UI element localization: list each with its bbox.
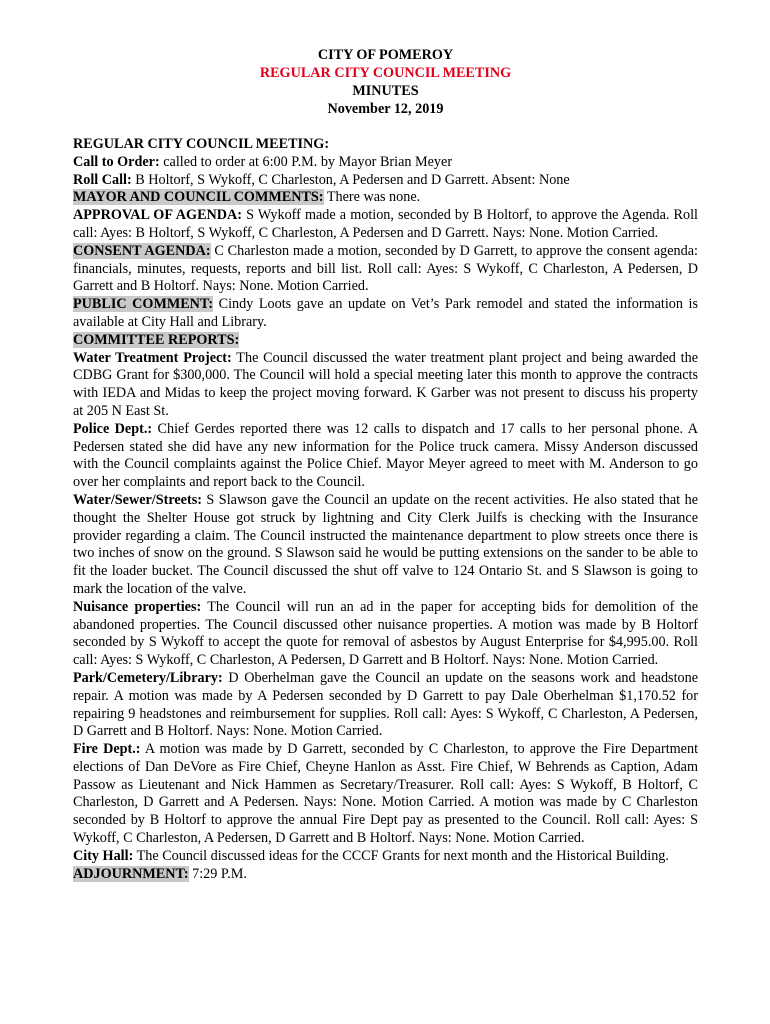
section-park-cemetery-library (73, 670, 698, 741)
section-label: MAYOR AND COUNCIL COMMENTS: (73, 189, 324, 206)
section-label: Water Treatment Project: (73, 349, 232, 366)
section-text: A motion was made by D Garrett, seconded by C Charleston, to approve the Fire Department elections of Dan DeVore as Fire Chief, Cheyne Hanlon as Asst. Fire Chief, W Behrends as Caption, Adam Passow as Lieutenant and Nick Hammen as Secretary/Treasurer. Roll call: Ayes: S Wykoff, B Holtorf, C Charleston, D Garrett and A Pedersen. Nays: None. Motion Carried. A motion was made by C Charleston seconded by B Holtorf to approve the annual Fire Dept pay as presented to the Council. Roll call: Ayes: S Wykoff, C Charleston, A Pedersen, D Garrett and B Holtorf. Nays: None. Motion Carried. (73, 741, 699, 847)
section-roll-call (73, 172, 698, 190)
section-adjournment (73, 866, 698, 884)
section-text: C Charleston made a motion, seconded by D Garrett, to approve the consent agenda: financials, minutes, requests, reports and bill list. Roll call: Ayes: S Wykoff, C Charleston, A Pedersen, D Garrett and B Holtorf. Nays: None. Motion Carried. (73, 242, 698, 295)
section-text: S Slawson gave the Council an update on the recent activities. He also stated that he thought the Shelter House got struck by lightning and City Clerk Juilfs is checking with the Insurance provider regarding a claim. The Council instructed the maintenance department to plow streets once there is two inches of snow on the ground. S Slawson said he would be putting extensions on the sander to be able to fit the loader bucket. The Council discussed the shut off valve to 124 Ontario St. and S Slawson is going to mark the location of the valve. (73, 491, 698, 597)
section-text: The Council discussed the water treatment plant project and being awarded the CDBG Grant for $300,000. The Council will hold a special meeting later this month to approve the contracts with IEDA and Midas to keep the project moving forward. K Garber was not present to discuss his property at 205 N East St. (73, 349, 698, 419)
section-text: There was none. (323, 189, 421, 206)
section-text: 7:29 P.M. (188, 865, 247, 882)
section-fire-dept (73, 741, 698, 848)
section-label: City Hall: (73, 847, 134, 864)
section-text: S Wykoff made a motion, seconded by B Holtorf, to approve the Agenda. Roll call: Ayes: B Holtorf, S Wykoff, C Charleston, A Pedersen and D Garrett. Nays: None. Motion Carried. (73, 207, 698, 241)
minutes-body (73, 136, 698, 883)
section-label: APPROVAL OF AGENDA: (73, 207, 243, 224)
section-text: D Oberhelman gave the Council an update on the seasons work and headstone repair. A motion was made by A Pedersen seconded by D Garrett to pay Dale Oberhelman $1,170.52 for repairing 9 headstones and reimbursement for supplies. Roll call: Ayes: S Wykoff, C Charleston, A Pedersen, D Garrett and B Holtorf. Nays: None. Motion Carried. (73, 669, 698, 740)
section-call-to-order (73, 154, 698, 172)
section-label: ADJOURNMENT: (73, 865, 189, 882)
section-nuisance-properties (73, 599, 698, 670)
section-label: Park/Cemetery/Library: (73, 669, 223, 686)
section-label: Police Dept.: (73, 420, 153, 437)
meeting-date: November 12, 2019 (327, 101, 444, 117)
section-label: Call to Order: (73, 153, 160, 170)
section-water-sewer-streets (73, 492, 698, 599)
section-committee-reports (73, 332, 698, 350)
section-public-comment (73, 296, 698, 332)
section-text: Chief Gerdes reported there was 12 calls to dispatch and 17 calls to her personal phone. A Pedersen stated she did have any new information for the Police truck camera. Missy Anderson discussed with the Council complaints against the Police Chief. Mayor Meyer agreed to meet with M. Anderson to go over her complaints and report back to the Council. (73, 420, 698, 491)
section-consent-agenda (73, 243, 698, 296)
document-type: MINUTES (352, 83, 419, 99)
section-text: Cindy Loots gave an update on Vet’s Park remodel and stated the information is available at City Hall and Library. (73, 296, 699, 330)
section-label: REGULAR CITY COUNCIL MEETING: (73, 136, 330, 152)
section-police-dept (73, 421, 698, 492)
section-text: The Council will run an ad in the paper for accepting bids for demolition of the abandoned properties. The Council discussed other nuisance properties. A motion was made by B Holtorf seconded by S Wykoff to accept the quote for removal of asbestos by August Enterprise for $4,995.00. Roll call: Ayes: S Wykoff, C Charleston, A Pedersen, D Garrett and B Holtorf. Nays: None. Motion Carried. (73, 598, 698, 669)
section-label: COMMITTEE REPORTS: (73, 331, 240, 348)
section-label: PUBLIC COMMENT: (73, 296, 214, 313)
city-name: CITY OF POMEROY (317, 47, 454, 63)
section-label: CONSENT AGENDA: (73, 242, 211, 259)
section-label: Water/Sewer/Streets: (73, 491, 202, 508)
section-label: Roll Call: (73, 171, 132, 188)
meeting-title: REGULAR CITY COUNCIL MEETING (259, 65, 512, 81)
section-label: Fire Dept.: (73, 741, 141, 758)
section-text: The Council discussed ideas for the CCCF Grants for next month and the Historical Building. (133, 847, 669, 864)
section-text: B Holtorf, S Wykoff, C Charleston, A Pedersen and D Garrett. Absent: None (131, 171, 570, 188)
document-header (73, 46, 698, 118)
section-text: called to order at 6:00 P.M. by Mayor Brian Meyer (159, 153, 453, 170)
section-approval-of-agenda (73, 207, 698, 243)
section-city-hall (73, 848, 698, 866)
section-regular-meeting (73, 136, 698, 154)
section-water-treatment-project (73, 350, 698, 421)
section-mayor-council-comments (73, 189, 698, 207)
section-label: Nuisance properties: (73, 598, 202, 615)
